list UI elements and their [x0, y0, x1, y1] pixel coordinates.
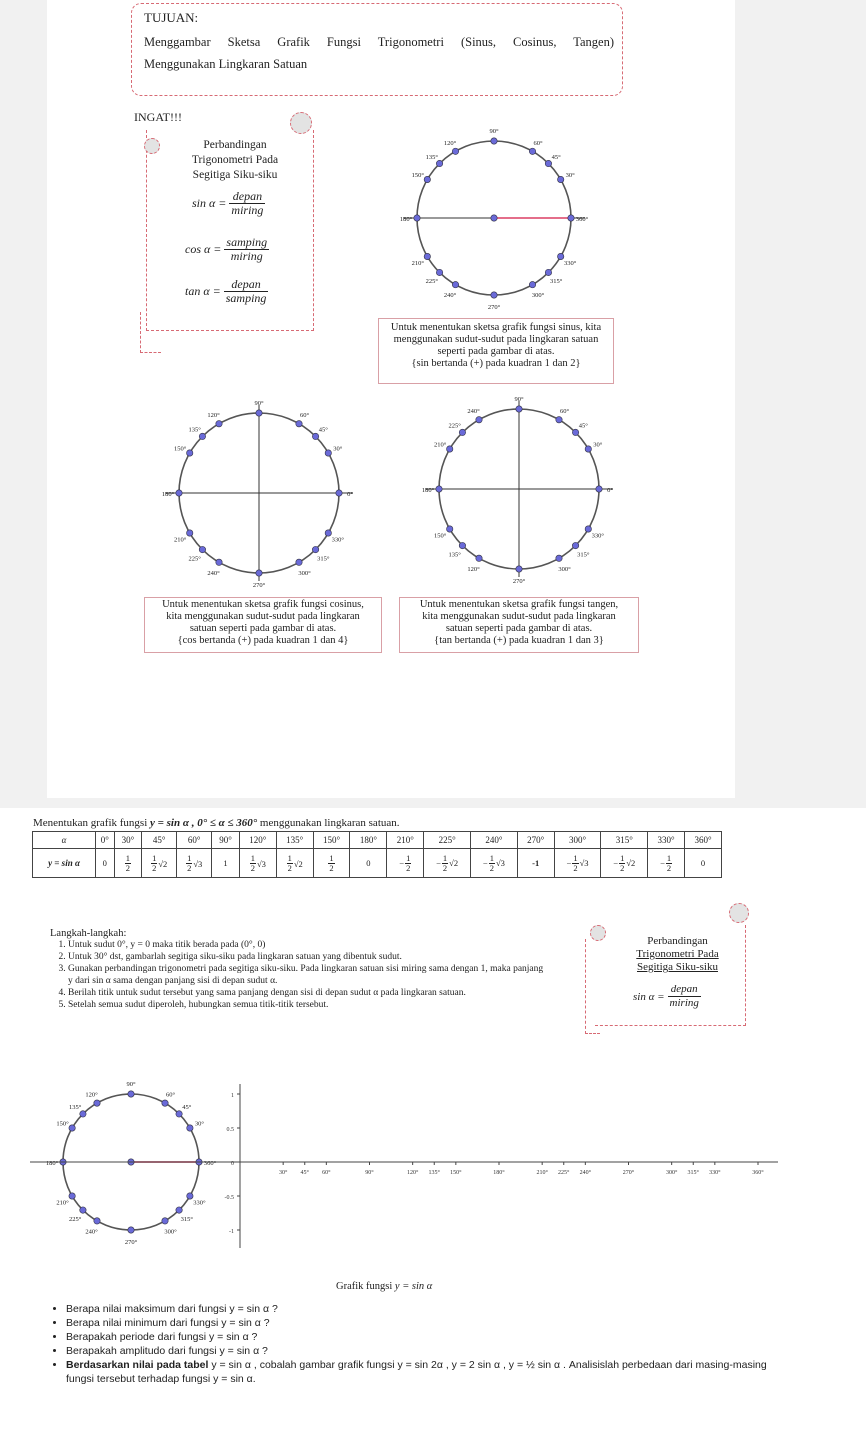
value-cell: 0: [350, 849, 387, 878]
tan-caption-box: [399, 597, 639, 653]
angle-cell: 135°: [276, 832, 313, 849]
angle-cell: 180°: [350, 832, 387, 849]
angle-label: 150°: [56, 1120, 69, 1128]
angle-label: 270°: [252, 582, 266, 589]
cos-label: cos α =: [185, 242, 222, 256]
angle-point: [325, 530, 331, 536]
angle-point: [199, 433, 205, 439]
angle-point: [216, 421, 222, 427]
angle-point: [447, 526, 453, 532]
angle-point: [436, 486, 442, 492]
steps-heading: Langkah-langkah:: [50, 928, 127, 939]
value-cell: − $\frac{1}{2}$ √3: [471, 849, 518, 878]
angle-point: [128, 1091, 134, 1097]
angle-point: [80, 1207, 86, 1213]
angle-label: 270°: [512, 578, 526, 585]
angle-point: [312, 433, 318, 439]
angle-cell: 150°: [313, 832, 350, 849]
sin-graph-area: [30, 1076, 780, 1281]
question-5: [66, 1358, 796, 1386]
angle-label: 30°: [593, 441, 603, 449]
scroll2-tail: [585, 939, 600, 1034]
question-2: • Berapa nilai minimum dari fungsi y = sin α ?: [66, 1316, 796, 1330]
scroll-curl-top-icon: [290, 112, 312, 134]
question-4: • Berapakah amplitudo dari fungsi y = sin α ?: [66, 1344, 796, 1358]
angle-point: [459, 429, 465, 435]
sin-caption-2: menggunakan sudut-sudut pada lingkaran satuan: [393, 334, 599, 345]
angle-label: 0°: [347, 491, 353, 498]
tan-num: depan: [224, 278, 269, 292]
tan-ratio: [185, 278, 268, 305]
section-title-pre: Menentukan grafik fungsi: [33, 817, 150, 829]
value-cell: 1 2 √3: [239, 849, 276, 878]
x-tick-label: 150°: [450, 1170, 462, 1176]
angle-label: 330°: [591, 532, 604, 540]
value-cell: − $\frac{1}{2}$ √2: [601, 849, 648, 878]
cos-caption-3: satuan seperti pada gambar di atas.: [189, 623, 337, 634]
tan-unit-circle: [402, 396, 642, 596]
angle-point: [557, 176, 563, 182]
sin-unit-circle: [377, 118, 607, 318]
angle-label: 300°: [531, 292, 545, 300]
angle-label: 300°: [558, 565, 571, 573]
angle-point: [557, 253, 563, 259]
reminder-title-3: Segitiga Siku-siku: [192, 169, 278, 181]
angle-label: 180°: [399, 216, 413, 223]
sin-caption-3: seperti pada gambar di atas.: [437, 346, 555, 357]
value-row-head: y = sin α: [33, 849, 96, 878]
angle-cell: 30°: [114, 832, 142, 849]
angle-label: 30°: [565, 172, 575, 179]
x-tick-label: 360°: [752, 1170, 764, 1176]
angle-point: [187, 450, 193, 456]
angle-label: 225°: [68, 1215, 82, 1223]
angle-point: [187, 1125, 193, 1131]
angle-label: 90°: [514, 396, 524, 403]
angle-label: 210°: [411, 260, 424, 267]
angle-label: 330°: [193, 1199, 206, 1207]
question-3: • Berapakah periode dari fungsi y = sin α ?: [66, 1330, 796, 1344]
reminder-scroll: [140, 112, 315, 356]
value-cell: 1: [212, 849, 240, 878]
angle-point: [447, 446, 453, 452]
value-cell: 1 2: [114, 849, 142, 878]
angle-cell: 210°: [387, 832, 424, 849]
angle-label: 210°: [434, 441, 447, 449]
value-cell: − $\frac{1}{2}$ √2: [424, 849, 471, 878]
tan-den: samping: [225, 291, 267, 305]
sin-caption-1: Untuk menentukan sketsa grafik fungsi sinus, kita: [390, 322, 602, 333]
goal-line-2: Menggunakan Lingkaran Satuan: [144, 57, 308, 71]
angle-point: [585, 446, 591, 452]
angle-label: 225°: [188, 555, 201, 563]
y-tick-label: 0: [231, 1161, 234, 1167]
angle-label: 135°: [448, 551, 461, 559]
angle-point: [216, 559, 222, 565]
angle-point: [452, 148, 458, 154]
angle-label: 60°: [559, 408, 570, 416]
angle-point: [556, 417, 562, 423]
tan-caption-3: satuan seperti pada gambar di atas.: [445, 623, 593, 634]
section-title-post: menggunakan lingkaran satuan.: [257, 817, 400, 829]
angle-label: 270°: [487, 304, 501, 311]
angle-label: 45°: [551, 153, 561, 161]
angle-label: 90°: [126, 1081, 136, 1088]
angle-label: 45°: [578, 422, 588, 430]
angle-label: 150°: [174, 445, 187, 453]
sin-caption-box: [378, 318, 614, 384]
angle-label: 210°: [56, 1199, 69, 1207]
angle-cell: 90°: [212, 832, 240, 849]
angle-point: [596, 486, 602, 492]
x-tick-label: 30°: [278, 1170, 288, 1176]
y-tick-label: 0.5: [226, 1127, 234, 1133]
question-list: [48, 1302, 796, 1386]
graph-caption-math: y = sin α: [394, 1281, 433, 1292]
angle-point: [176, 1111, 182, 1117]
angle-cell: 330°: [648, 832, 685, 849]
angle-point: [452, 281, 458, 287]
x-tick-label: 120°: [406, 1170, 419, 1176]
angle-cell: 60°: [177, 832, 212, 849]
x-tick-label: 135°: [428, 1170, 440, 1176]
cos-num: samping: [226, 235, 268, 249]
angle-label: 240°: [443, 292, 457, 300]
angle-point: [568, 215, 574, 221]
goal-heading: TUJUAN:: [144, 10, 199, 25]
angle-label: 30°: [194, 1120, 204, 1128]
x-tick-label: 300°: [665, 1170, 678, 1176]
angle-point: [296, 559, 302, 565]
angle-point: [199, 546, 205, 552]
y-tick-label: -0.5: [224, 1195, 234, 1201]
sin-caption-4: {sin bertanda (+) pada kuadran 1 dan 2}: [411, 358, 581, 369]
angle-point: [187, 1193, 193, 1199]
angle-point: [162, 1218, 168, 1224]
angle-label: 135°: [425, 153, 438, 161]
angle-point: [572, 429, 578, 435]
sin-ratio-2: [633, 983, 701, 1010]
angle-point: [69, 1193, 75, 1199]
angle-cell: 120°: [239, 832, 276, 849]
angle-point: [128, 1227, 134, 1233]
angle-point: [256, 570, 262, 576]
y-tick-label: 1: [231, 1093, 234, 1099]
angle-label: 45°: [182, 1104, 192, 1112]
section-title: [33, 817, 400, 829]
tan-caption-1: Untuk menentukan sketsa grafik fungsi tangen,: [419, 599, 619, 610]
x-tick-label: 240°: [579, 1170, 592, 1176]
angle-point: [572, 542, 578, 548]
reminder-title-2: Trigonometri Pada: [191, 154, 279, 166]
angle-cell: 225°: [424, 832, 471, 849]
angle-point: [459, 542, 465, 548]
value-cell: -1: [517, 849, 554, 878]
graph-caption-pre: Grafik fungsi: [336, 1281, 395, 1292]
sin2-num: depan: [668, 983, 701, 997]
angle-label: 360°: [203, 1160, 217, 1167]
x-tick-label: 60°: [322, 1170, 331, 1176]
angle-label: 120°: [467, 565, 480, 573]
sin2-den: miring: [669, 997, 699, 1009]
cos-caption-4: {cos bertanda (+) pada kuadran 1 dan 4}: [177, 635, 349, 646]
angle-row-head: α: [33, 832, 96, 849]
value-cell: 0: [685, 849, 722, 878]
angle-cell: 45°: [142, 832, 177, 849]
angle-point: [545, 269, 551, 275]
sin-label: sin α =: [192, 196, 227, 210]
tan-caption-2: kita menggunakan sudut-sudut pada lingkaran: [422, 611, 616, 622]
step-1: 1. Untuk sudut 0°, y = 0 maka titik berada pada (0°, 0): [68, 939, 550, 951]
angle-cell: 360°: [685, 832, 722, 849]
section-title-math: y = sin α , 0° ≤ α ≤ 360°: [150, 817, 258, 829]
angle-cell: 0°: [96, 832, 115, 849]
angle-label: 300°: [298, 569, 311, 577]
angle-label: 225°: [448, 422, 461, 430]
angle-label: 210°: [174, 536, 187, 544]
angle-point: [556, 555, 562, 561]
reminder2-title-3: Segitiga Siku-siku: [637, 961, 718, 973]
angle-point: [424, 253, 430, 259]
scroll-tail: [140, 312, 161, 353]
angle-label: 60°: [165, 1091, 176, 1099]
angle-point: [424, 176, 430, 182]
angle-cell: 270°: [517, 832, 554, 849]
cos-caption-box: [144, 597, 382, 653]
value-cell: 0: [96, 849, 115, 878]
angle-label: 330°: [331, 536, 344, 544]
worksheet-page-2: [0, 808, 866, 1435]
angle-label: 60°: [299, 412, 310, 420]
scroll-curl-left-icon: [144, 138, 160, 154]
angle-point: [436, 160, 442, 166]
cos-unit-circle: [142, 396, 382, 596]
graph-caption: [336, 1281, 432, 1292]
angle-label: 120°: [207, 412, 220, 420]
angle-point: [476, 417, 482, 423]
angle-label: 90°: [489, 128, 499, 135]
angle-label: 360°: [575, 216, 589, 223]
goal-box: [131, 3, 623, 96]
x-tick-label: 45°: [300, 1170, 309, 1176]
step-3: 3. Gunakan perbandingan trigonometri pada segitiga siku-siku. Pada lingkaran satuan sisi miring sama dengan 1, maka panjang y dari sin α sama dengan panjang sisi di depan sudut α.: [68, 963, 550, 987]
angle-point: [491, 138, 497, 144]
value-cell: 1 2 √2: [142, 849, 177, 878]
reminder2-title-2: Trigonometri Pada: [636, 948, 719, 960]
angle-point: [176, 1207, 182, 1213]
y-tick-label: -1: [229, 1229, 234, 1235]
angle-label: 120°: [443, 139, 457, 147]
angle-label: 90°: [254, 400, 264, 407]
tan-caption-4: {tan bertanda (+) pada kuadran 1 dan 3}: [434, 635, 604, 646]
angle-label: 180°: [45, 1160, 59, 1167]
angle-label: 300°: [164, 1228, 177, 1236]
sin-num: depan: [229, 190, 265, 204]
angle-label: 240°: [207, 569, 220, 577]
angle-point: [529, 281, 535, 287]
angle-label: 0°: [607, 487, 613, 494]
angle-point: [414, 215, 420, 221]
cos-caption-2: kita menggunakan sudut-sudut pada lingkaran: [166, 611, 360, 622]
angle-point: [256, 410, 262, 416]
sin-den: miring: [231, 203, 264, 217]
cos-caption-1: Untuk menentukan sketsa grafik fungsi cosinus,: [162, 599, 364, 610]
question-5-text: y = sin α , cobalah gambar grafik fungsi y = sin 2α , y = 2 sin α , y = ½ sin α . Analisislah perbedaan dari masing-masing fungsi tersebut terhadap fungsi y = sin α.: [66, 1359, 767, 1385]
worksheet-page-1: [47, 0, 735, 798]
angle-point: [80, 1111, 86, 1117]
ingat-label: INGAT!!!: [134, 110, 182, 124]
angle-point: [491, 292, 497, 298]
x-tick-label: 210°: [536, 1170, 548, 1176]
angle-point: [176, 490, 182, 496]
angle-label: 30°: [333, 445, 343, 453]
angle-label: 315°: [180, 1215, 194, 1223]
angle-label: 315°: [577, 551, 590, 559]
angle-point: [162, 1100, 168, 1106]
x-tick-label: 330°: [709, 1170, 721, 1176]
angle-label: 315°: [550, 278, 563, 286]
angle-label: 330°: [564, 260, 577, 267]
question-5-bold: Berdasarkan nilai pada tabel: [66, 1359, 209, 1371]
angle-point: [94, 1218, 100, 1224]
value-cell: − $\frac{1}{2}$ √3: [554, 849, 601, 878]
value-cell: − $\frac{1}{2}$: [387, 849, 424, 878]
x-tick-label: 90°: [365, 1170, 374, 1176]
step-5: 5. Setelah semua sudut diperoleh, hubungkan semua titik-titik tersebut.: [68, 999, 550, 1011]
reminder-title-1: Perbandingan: [203, 139, 267, 151]
angle-row: [33, 832, 722, 849]
center-point: [491, 215, 497, 221]
value-cell: 1 2: [313, 849, 350, 878]
angle-point: [436, 269, 442, 275]
angle-point: [516, 566, 522, 572]
angle-point: [69, 1125, 75, 1131]
goal-line-1: Menggambar Sketsa Grafik Fungsi Trigonometri (Sinus, Cosinus, Tangen): [144, 35, 614, 49]
angle-point: [585, 526, 591, 532]
sin-value-table: [32, 831, 722, 878]
reminder-scroll-2: [585, 903, 750, 1035]
scroll2-curl-top-icon: [729, 903, 749, 923]
angle-point: [476, 555, 482, 561]
angle-point: [312, 546, 318, 552]
angle-point: [296, 421, 302, 427]
angle-label: 180°: [421, 487, 435, 494]
angle-label: 45°: [318, 426, 328, 434]
value-cell: − $\frac{1}{2}$: [648, 849, 685, 878]
x-tick-label: 180°: [493, 1170, 505, 1176]
angle-point: [187, 530, 193, 536]
angle-label: 150°: [411, 172, 424, 179]
angle-label: 240°: [467, 408, 480, 416]
angle-cell: 240°: [471, 832, 518, 849]
step-4: 4. Berilah titik untuk sudut tersebut yang sama panjang dengan sisi di depan sudut α pada lingkaran satuan.: [68, 987, 550, 999]
steps-list: [50, 939, 550, 1011]
step-2: 2. Untuk 30° dst, gambarlah segitiga siku-siku pada lingkaran satuan yang dibentuk sudut.: [68, 951, 550, 963]
sin2-label: sin α =: [633, 990, 665, 1003]
value-cell: 1 2 √2: [276, 849, 313, 878]
angle-point: [529, 148, 535, 154]
x-tick-label: 315°: [687, 1170, 699, 1176]
x-tick-label: 270°: [622, 1170, 635, 1176]
sin-graph-axes: [30, 1084, 778, 1248]
cos-den: miring: [230, 249, 263, 263]
angle-label: 135°: [68, 1104, 82, 1112]
question-1: • Berapa nilai maksimum dari fungsi y = sin α ?: [66, 1302, 796, 1316]
value-row: [33, 849, 722, 878]
angle-label: 135°: [188, 426, 201, 434]
angle-cell: 300°: [554, 832, 601, 849]
angle-point: [545, 160, 551, 166]
value-cell: 1 2 √3: [177, 849, 212, 878]
cos-ratio: [185, 236, 269, 263]
angle-label: 60°: [533, 139, 543, 147]
angle-point: [516, 406, 522, 412]
reminder2-title-1: Perbandingan: [647, 935, 708, 947]
x-tick-label: 225°: [558, 1170, 570, 1176]
angle-cell: 315°: [601, 832, 648, 849]
angle-label: 315°: [317, 555, 330, 563]
angle-point: [94, 1100, 100, 1106]
angle-label: 150°: [434, 532, 447, 540]
angle-point: [325, 450, 331, 456]
steps-block: [50, 928, 550, 1011]
angle-point: [336, 490, 342, 496]
angle-label: 120°: [85, 1091, 98, 1099]
angle-label: 240°: [85, 1228, 98, 1236]
sin-ratio: [192, 190, 265, 217]
angle-label: 225°: [425, 278, 438, 286]
tan-label: tan α =: [185, 284, 221, 298]
angle-label: 270°: [124, 1239, 138, 1246]
angle-label: 180°: [161, 491, 175, 498]
